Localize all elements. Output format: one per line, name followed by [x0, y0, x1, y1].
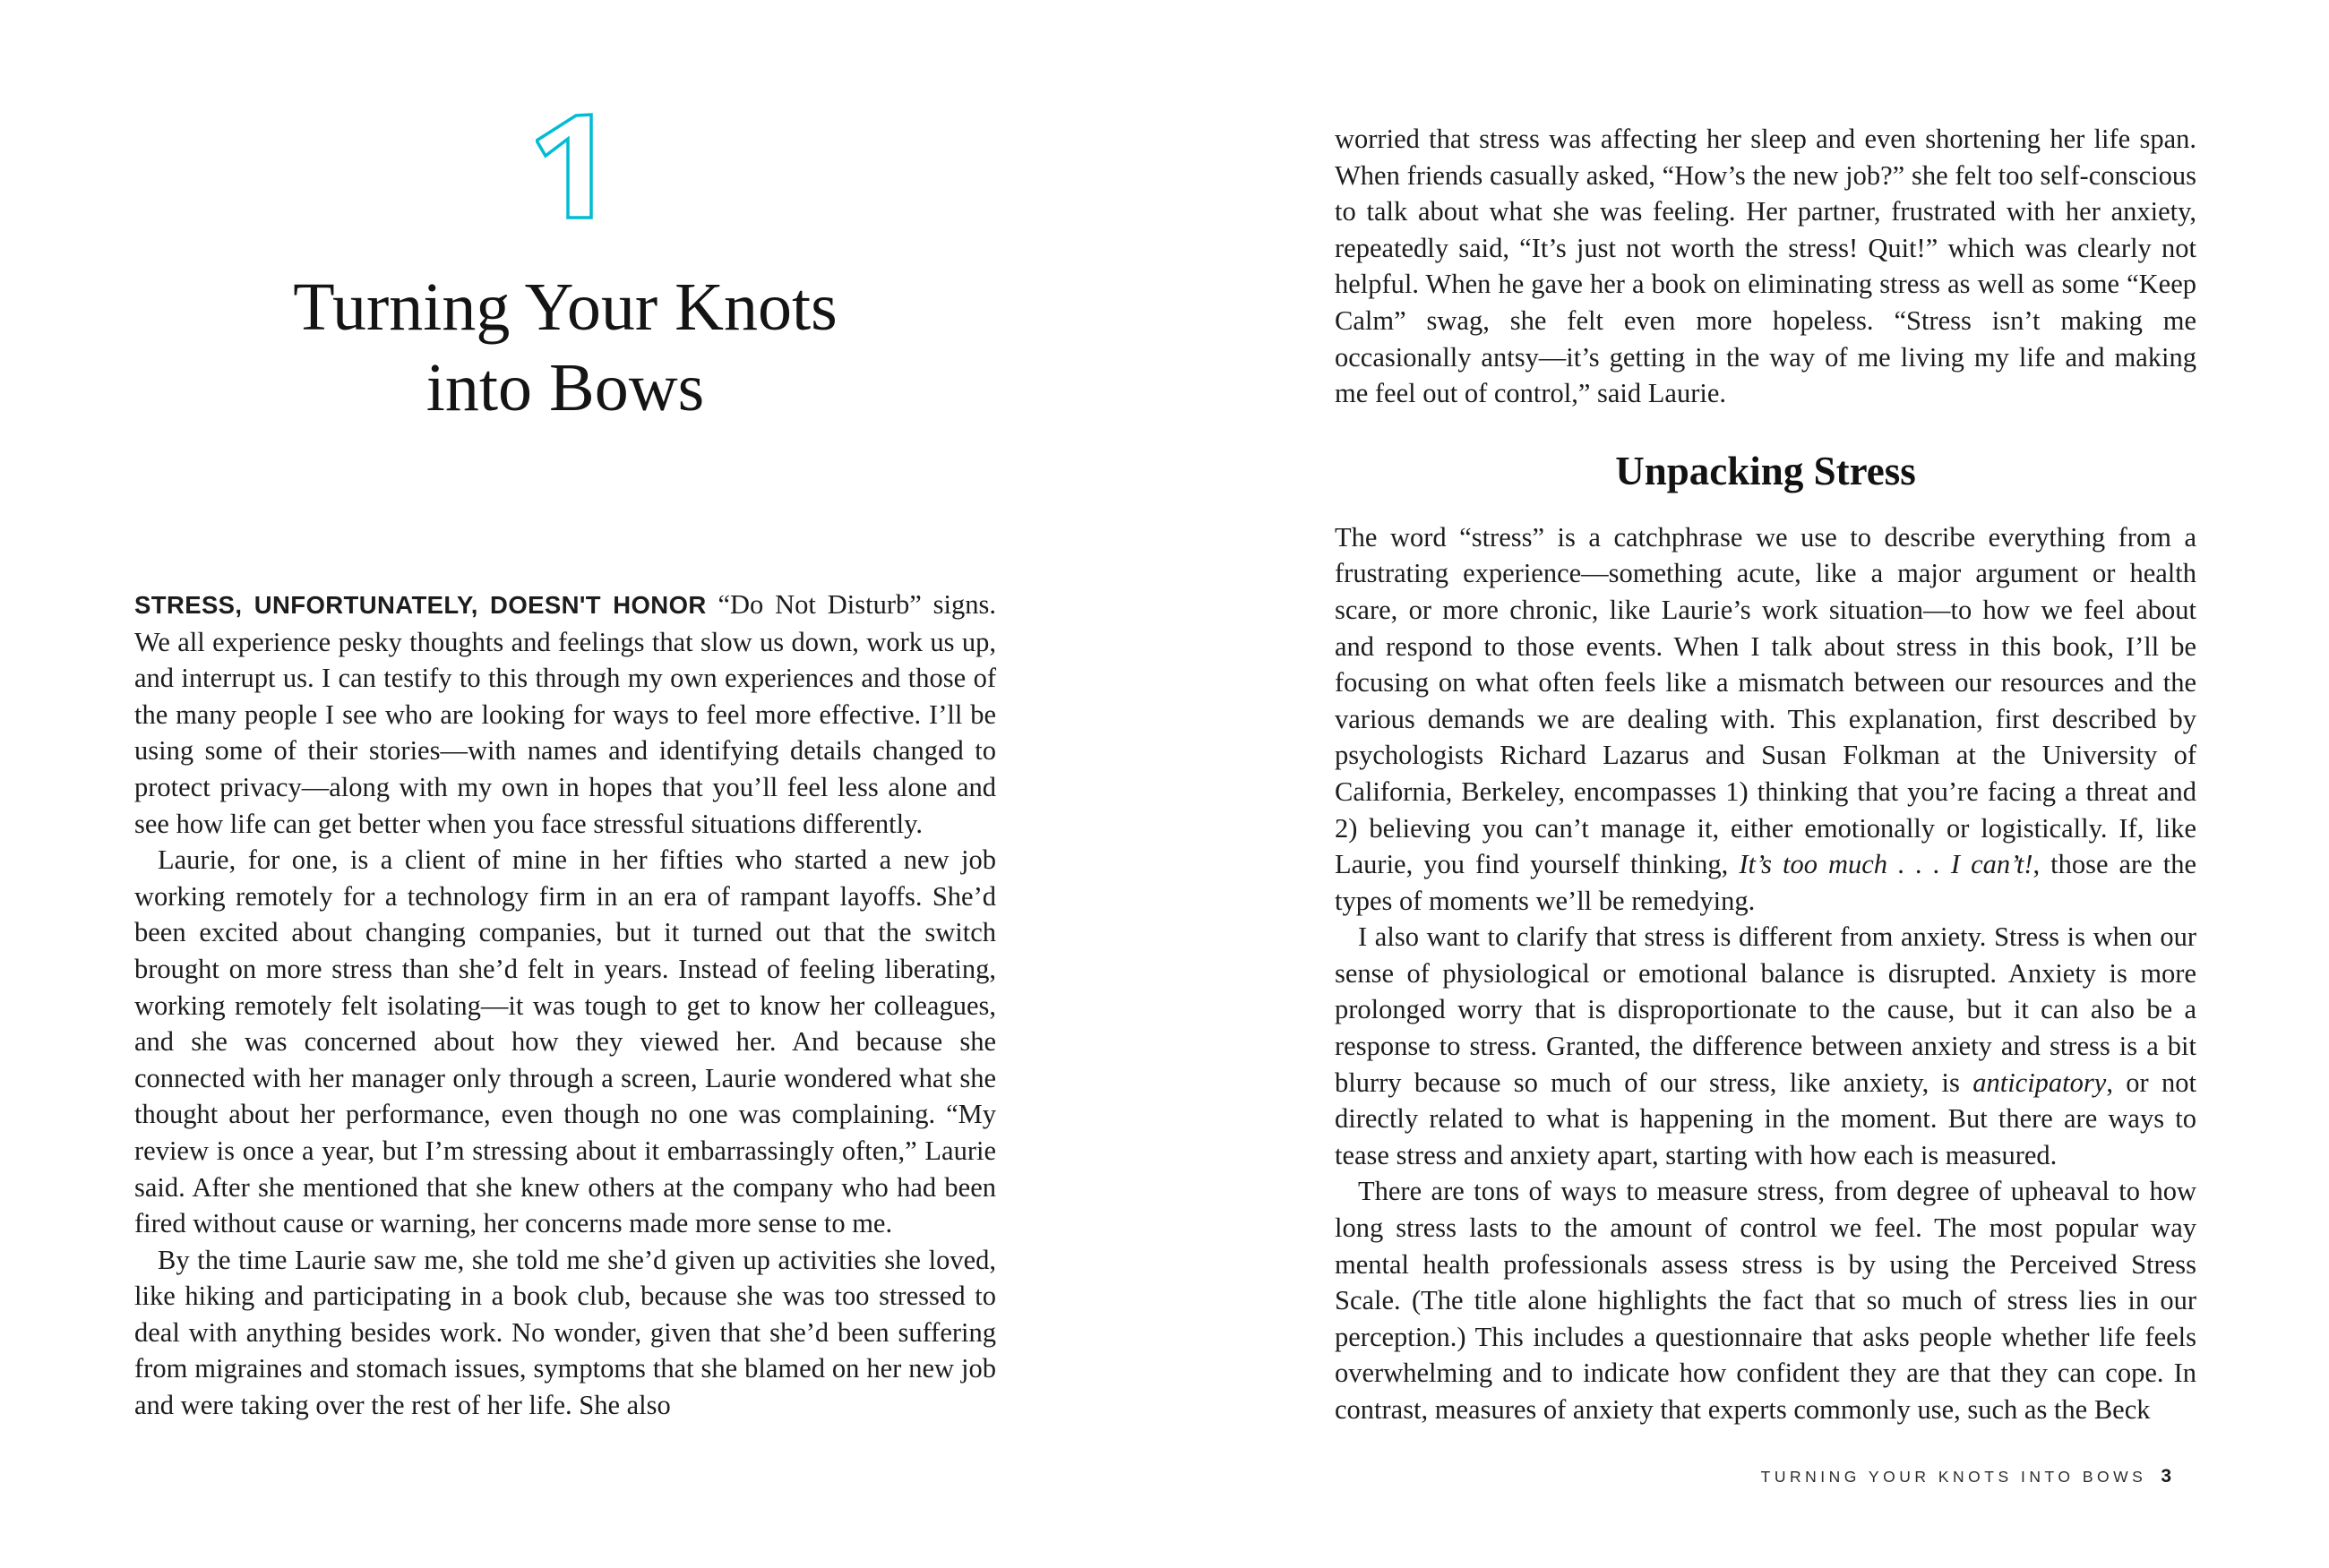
text-run: “Do Not Disturb” signs. We all experience pesky thoughts and feelings that slow us down, work us up, and interrupt us. I can testify to this through my own experiences and those of the many people I see who are looking for ways to feel more effective. I’ll be using some of their stories—with names and identifying details changed to protect privacy—along with my own in hopes that you’ll feel less alone and see how life can get better when you face stressful situations differently.: [134, 589, 996, 839]
text-run-italic: It’s too much . . . I can’t!: [1739, 849, 2033, 880]
body-text-right-section: [1335, 519, 2196, 1428]
paragraph: [134, 842, 996, 1242]
text-run: , or not directly related to what is happening in the moment. But there are ways to tease stress and anxiety apart, starting with how each is measured.: [1335, 1067, 2196, 1170]
paragraph: [1335, 519, 2196, 920]
text-run: By the time Laurie saw me, she told me she’d given up activities she loved, like hiking and participating in a book club, because she was too stressed to deal with anything besides work. No wonder, given that she’d been suffering from migraines and stomach issues, symptoms that she blamed on her new job and were taking over the rest of her life. She also: [134, 1244, 996, 1421]
text-run: There are tons of ways to measure stress, from degree of upheaval to how long stress lasts to the amount of control we feel. The most popular way mental health professionals assess stress is by using the Perceived Stress Scale. (The title alone highlights the fact that so much of stress lies in our perception.) This includes a questionnaire that asks people whether life feels overwhelming and to indicate how confident they are that they can cope. In contrast, measures of anxiety that experts commonly use, such as the Beck: [1335, 1176, 2196, 1425]
chapter-title-line-1: Turning Your Knots: [293, 270, 838, 345]
text-run: , those are the types of moments we’ll be remedying.: [1335, 849, 2196, 916]
body-text-left: [134, 587, 996, 1424]
paragraph: [134, 1242, 996, 1424]
chapter-title: [134, 267, 996, 428]
chapter-title-line-2: into Bows: [425, 350, 705, 425]
page-right: [1335, 0, 2196, 1568]
chapter-number-numeral-icon: [536, 113, 595, 221]
paragraph: [134, 587, 996, 842]
paragraph: [1335, 121, 2196, 412]
text-run: worried that stress was affecting her sleep and even shortening her life span. When friends casually asked, “How’s the new job?” she felt too self-conscious to talk about what she was feeling. Her partner, frustrated with her anxiety, repeatedly said, “It’s just not worth the stress! Quit!” which was clearly not helpful. When he gave her a book on eliminating stress as well as some “Keep Calm” swag, she felt even more hopeless. “Stress isn’t making me occasionally antsy—it’s getting in the way of me living my life and making me feel out of control,” said Laurie.: [1335, 124, 2196, 409]
chapter-number: [134, 113, 996, 226]
section-heading: Unpacking Stress: [1615, 448, 1916, 493]
text-run-lead: STRESS, UNFORTUNATELY, DOESN'T HONOR: [134, 591, 707, 619]
body-text-right-top: [1335, 121, 2196, 412]
paragraph: [1335, 919, 2196, 1173]
running-footer: [1761, 1466, 2171, 1487]
text-run-italic: anticipatory: [1972, 1067, 2107, 1098]
paragraph: [1335, 1173, 2196, 1427]
page-left: [134, 0, 996, 1568]
body-text-right: [1335, 121, 2196, 1428]
page-number: 3: [2161, 1466, 2171, 1487]
text-run: I also want to clarify that stress is different from anxiety. Stress is when our sense of physiological or emotional balance is disrupted. Anxiety is more prolonged worry that is disproportionate to the cause, but it can also be a response to stress. Granted, the difference between anxiety and stress is a bit blurry because so much of our stress, like anxiety, is: [1335, 921, 2196, 1098]
running-title: TURNING YOUR KNOTS INTO BOWS: [1760, 1468, 2147, 1486]
text-run: The word “stress” is a catchphrase we use to describe everything from a frustrating experience—something acute, like a major argument or health scare, or more chronic, like Laurie’s work situation—to how we feel about and respond to those events. When I talk about stress in this book, I’ll be focusing on what often feels like a mismatch between our resources and the various demands we are dealing with. This explanation, first described by psychologists Richard Lazarus and Susan Folkman at the University of California, Berkeley, encompasses 1) thinking that you’re facing a threat and 2) believing you can’t manage it, either emotionally or logistically. If, like Laurie, you find yourself thinking,: [1335, 521, 2196, 880]
text-run: Laurie, for one, is a client of mine in her fifties who started a new job working remotely for a technology firm in an era of rampant layoffs. She’d been excited about changing companies, but it turned out that the switch brought on more stress than she’d felt in years. Instead of feeling liberating, working remotely felt isolating—it was tough to get to know her colleagues, and she was concerned about how they viewed her. And because she connected with her manager only through a screen, Laurie wondered what she thought about her performance, even though no one was complaining. “My review is once a year, but I’m stressing about it embarrassingly often,” Laurie said. After she mentioned that she knew others at the company who had been fired without cause or warning, her concerns made more sense to me.: [134, 844, 996, 1239]
chapter-number-text: [595, 113, 596, 114]
